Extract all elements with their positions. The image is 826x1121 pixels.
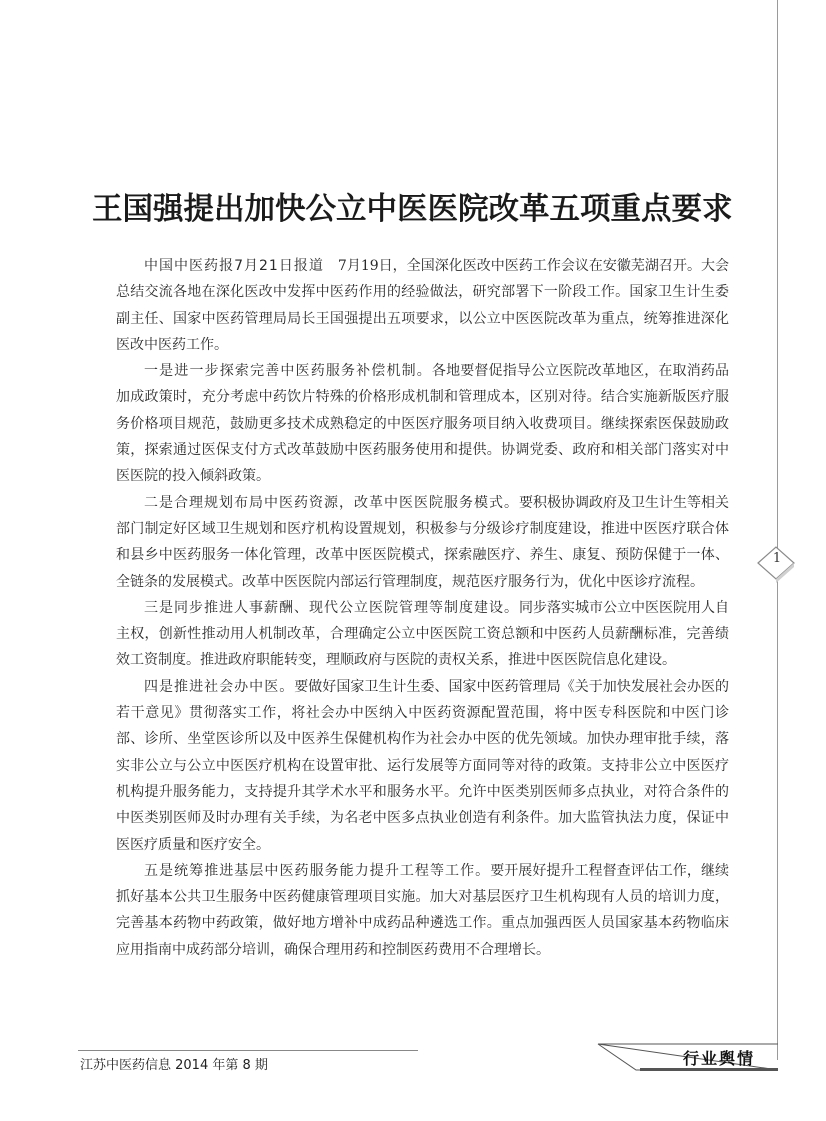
point-body: 各地要督促指导公立医院改革地区，在取消药品加成政策时，充分考虑中药饮片特殊的价格形成机制和管理成本，区别对待。结合实施新版医疗服务价格项目规范，鼓励更多技术成熟稳定的中医医疗服务项目纳入收费项目。继续探索医保鼓励政策，探索通过医保支付方式改革鼓励中医药服务使用和提供。协调党委、政府和相关部门落实对中医医院的投入倾斜政策。	[116, 363, 729, 485]
point-heading: 一是进一步探索完善中医药服务补偿机制。	[144, 363, 432, 380]
point-paragraph	[116, 358, 729, 489]
lead-source: 中国中医药报7月21日报道	[144, 258, 324, 274]
point-heading: 三是同步推进人事薪酬、现代公立医院管理等制度建设。	[144, 599, 519, 616]
section-label: 行业舆情	[682, 1049, 755, 1068]
point-body: 要做好国家卫生计生委、国家中医药管理局《关于加快发展社会办医的若干意见》贯彻落实工作，将社会办中医纳入中医药资源配置范围，将中医专科医院和中医门诊部、诊所、坐堂医诊所以及中医养生保健机构作为社会办中医的优先领域。加快办理审批手续，落实非公立与公立中医医疗机构在设置审批、运行发展等方面同等对待的政策。支持非公立中医医疗机构提升服务能力，支持提升其学术水平和服务水平。允许中医类别医师多点执业，对符合条件的中医类别医师及时办理有关手续，为名老中医多点执业创造有利条件。加大监管执法力度，保证中医医疗质量和医疗安全。	[116, 678, 729, 853]
point-heading: 五是统筹推进基层中医药服务能力提升工程等工作。	[144, 862, 491, 879]
article-body	[116, 253, 729, 963]
page-number: 1	[772, 551, 782, 566]
article-title: 王国强提出加快公立中医医院改革五项重点要求	[92, 192, 733, 228]
lead-paragraph	[116, 253, 729, 358]
point-body: 要积极协调政府及卫生计生等相关部门制定好区域卫生规划和医疗机构设置规划，积极参与分级诊疗制度建设，推进中医医疗联合体和县乡中医药服务一体化管理，改革中医医院模式，探索融医疗、养生、康复、预防保健于一体、全链条的发展模式。改革中医医院内部运行管理制度，规范医疗服务行为，优化中医诊疗流程。	[116, 494, 729, 590]
point-body: 同步落实城市公立中医医院用人自主权，创新性推动用人机制改革，合理确定公立中医医院工资总额和中医药人员薪酬标准，完善绩效工资制度。推进政府职能转变，理顺政府与医院的责权关系，推进中医医院信息化建设。	[116, 599, 729, 669]
point-heading: 四是推进社会办中医。	[144, 678, 295, 695]
lead-body: 7月19日，全国深化医改中医药工作会议在安徽芜湖召开。大会总结交流各地在深化医改中发挥中医药作用的经验做法，研究部署下一阶段工作。国家卫生计生委副主任、国家中医药管理局局长王国强提出五项要求，以公立中医医院改革为重点，统筹推进深化医改中医药工作。	[116, 258, 729, 353]
point-paragraph	[116, 858, 729, 963]
footer-rule	[78, 1050, 418, 1051]
point-heading: 二是合理规划布局中医药资源，改革中医医院服务模式。	[144, 494, 519, 511]
point-paragraph	[116, 674, 729, 858]
journal-issue: 江苏中医药信息 2014 年第 8 期	[80, 1058, 268, 1073]
point-paragraph	[116, 595, 729, 674]
point-paragraph	[116, 490, 729, 595]
margin-rule	[777, 0, 778, 1060]
point-body: 要开展好提升工程督查评估工作，继续抓好基本公共卫生服务中医药健康管理项目实施。加大对基层医疗卫生机构现有人员的培训力度，完善基本药物中药政策，做好地方增补中成药品种遴选工作。重点加强西医人员国家基本药物临床应用指南中成药部分培训，确保合理用药和控制医药费用不合理增长。	[116, 862, 730, 958]
